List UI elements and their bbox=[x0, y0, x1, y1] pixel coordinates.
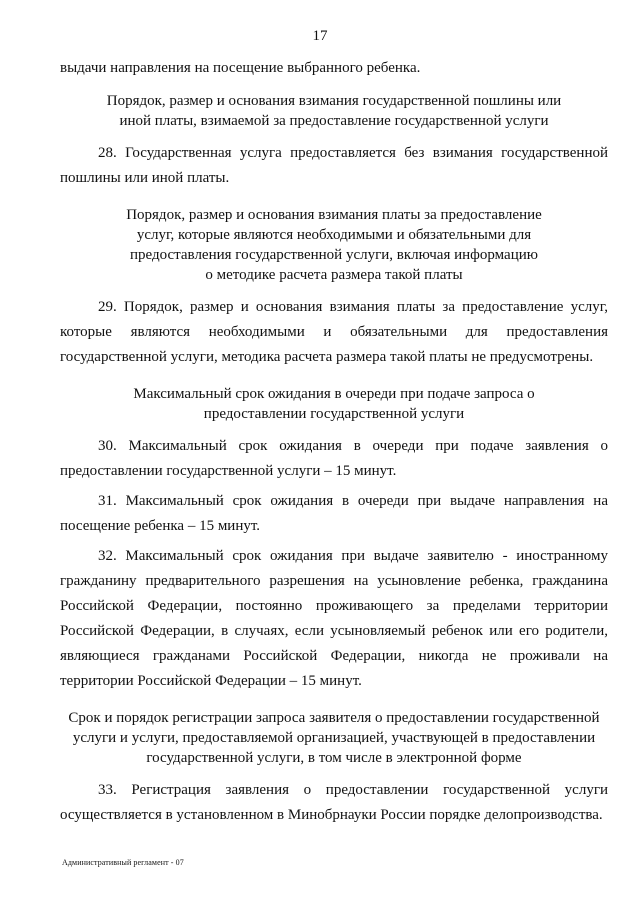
paragraph-33: 33. Регистрация заявления о предоставлении государственной услуги осуществляется в установленном в Минобрнауки России порядке делопроизводства. bbox=[60, 782, 608, 823]
page-number: 17 bbox=[312, 28, 328, 44]
document-body bbox=[60, 56, 608, 828]
paragraph-continuation: выдачи направления на посещение выбранного ребенка. bbox=[60, 60, 421, 76]
paragraph-29: 29. Порядок, размер и основания взимания платы за предоставление услуг, которые являются необходимыми и обязательными для предоставления государственной услуги, методика расчета размера такой платы не предусмотрены. bbox=[60, 299, 608, 365]
heading-max-waiting-time: Максимальный срок ожидания в очереди при подаче запроса о предоставлении государственной услуги bbox=[133, 386, 535, 422]
paragraph-31: 31. Максимальный срок ожидания в очереди при выдаче направления на посещение ребенка – 15 минут. bbox=[60, 493, 608, 534]
paragraph-30: 30. Максимальный срок ожидания в очереди при подаче заявления о предоставлении государственной услуги – 15 минут. bbox=[60, 438, 608, 479]
paragraph-28: 28. Государственная услуга предоставляется без взимания государственной пошлины или иной платы. bbox=[60, 145, 608, 186]
heading-registration: Срок и порядок регистрации запроса заявителя о предоставлении государственной услуги и услуги, предоставляемой организацией, участвующей в предоставлении государственной услуги, в том числе в электронной форме bbox=[68, 710, 600, 766]
footer-document-label: Административный регламент - 07 bbox=[62, 858, 184, 867]
heading-fees-necessary-services: Порядок, размер и основания взимания платы за предоставление услуг, которые являются необходимыми и обязательными для предоставления государственной услуги, включая информацию о методике расчета размера такой платы bbox=[126, 207, 542, 283]
heading-state-duty: Порядок, размер и основания взимания государственной пошлины или иной платы, взимаемой за предоставление государственной услуги bbox=[106, 93, 562, 129]
paragraph-32: 32. Максимальный срок ожидания при выдаче заявителю - иностранному гражданину предварительного разрешения на усыновление ребенка, гражданина Российской Федерации, постоянно проживающего за пределами территории Российской Федерации, в случаях, если усыновляемый ребенок или его родители, являющиеся гражданами Российской Федерации, никогда не проживали на территории Российской Федерации – 15 минут. bbox=[60, 548, 608, 689]
